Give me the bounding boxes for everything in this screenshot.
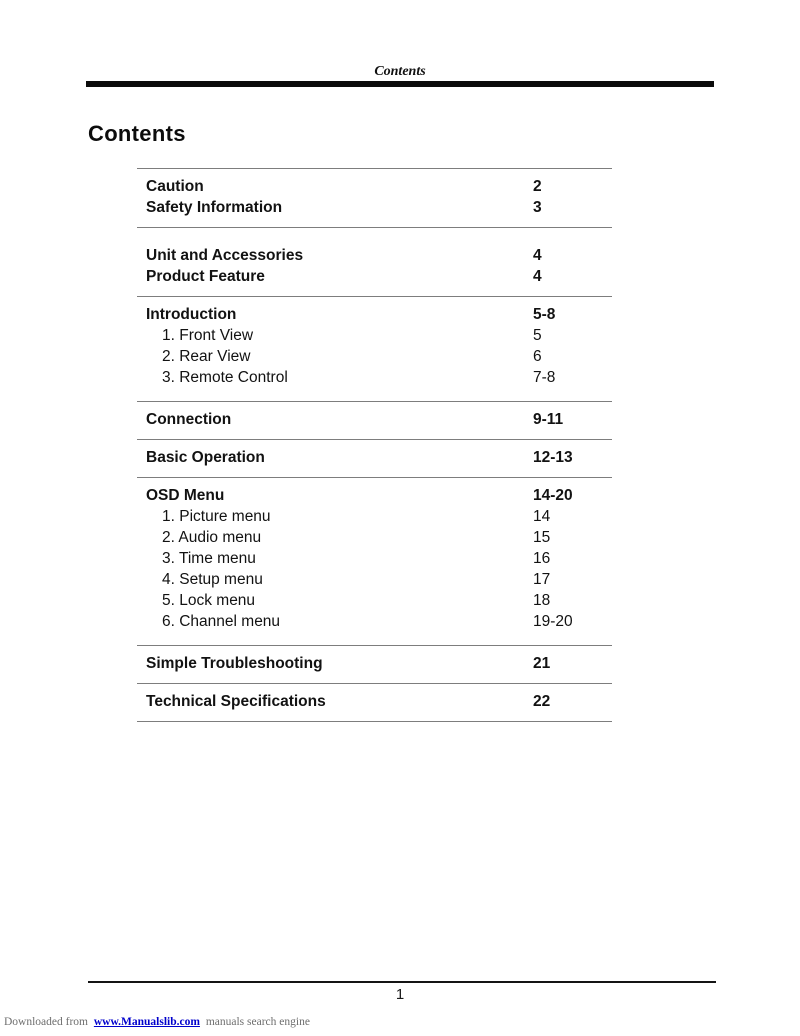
toc-row-label: 2. Audio menu (162, 529, 262, 546)
toc-row (137, 447, 612, 468)
toc-row-page: 18 (533, 592, 551, 609)
toc-row-page: 21 (533, 655, 551, 672)
toc-row-label: Basic Operation (146, 449, 265, 466)
toc-divider (137, 721, 612, 722)
toc-row (137, 590, 612, 611)
toc-row-page: 3 (533, 199, 542, 216)
toc-row-page: 9-11 (533, 411, 564, 428)
toc-row-label: OSD Menu (146, 487, 225, 504)
toc-row-label: Product Feature (146, 268, 265, 285)
toc-row-page: 4 (533, 268, 542, 285)
toc-group (137, 169, 612, 227)
toc-row-label: 4. Setup menu (162, 571, 263, 588)
toc-row (137, 266, 612, 287)
toc-row-page: 22 (533, 693, 551, 710)
toc-row (137, 611, 612, 632)
toc-row-label: 1. Front View (162, 327, 254, 344)
footer-rule (88, 981, 716, 983)
toc-group (137, 402, 612, 439)
toc-row-label: Simple Troubleshooting (146, 655, 323, 672)
toc-row (137, 346, 612, 367)
toc-row-page: 14-20 (533, 487, 573, 504)
toc-row (137, 485, 612, 506)
toc-row-page: 16 (533, 550, 551, 567)
toc-row (137, 176, 612, 197)
toc (137, 168, 612, 722)
watermark-prefix: Downloaded from (4, 1016, 88, 1028)
toc-row-page: 5 (533, 327, 542, 344)
toc-row-label: Technical Specifications (146, 693, 326, 710)
running-header-title: Contents (374, 64, 426, 79)
toc-row-page: 17 (533, 571, 551, 588)
toc-row-label: Caution (146, 178, 204, 195)
toc-row (137, 548, 612, 569)
toc-row-label: 2. Rear View (162, 348, 251, 365)
toc-row (137, 569, 612, 590)
toc-row-page: 6 (533, 348, 542, 365)
toc-row (137, 691, 612, 712)
toc-row (137, 304, 612, 325)
toc-row-page: 14 (533, 508, 551, 525)
toc-row-label: Connection (146, 411, 232, 428)
toc-row (137, 325, 612, 346)
page-title: Contents (88, 120, 186, 146)
toc-row (137, 506, 612, 527)
toc-row-label: 3. Remote Control (162, 369, 288, 386)
toc-row-page: 15 (533, 529, 551, 546)
toc-row-label: 1. Picture menu (162, 508, 271, 525)
toc-row (137, 653, 612, 674)
toc-row-label: 3. Time menu (162, 550, 256, 567)
toc-row-page: 19-20 (533, 613, 573, 630)
watermark-suffix: manuals search engine (205, 1016, 310, 1028)
toc-group (137, 646, 612, 683)
toc-group (137, 684, 612, 721)
watermark (4, 1016, 310, 1028)
toc-row-label: 6. Channel menu (162, 613, 281, 630)
toc-row (137, 367, 612, 388)
toc-row-label: Safety Information (146, 199, 283, 216)
toc-row-label: 5. Lock menu (162, 592, 256, 609)
toc-group (137, 297, 612, 401)
toc-row-page: 12-13 (533, 449, 573, 466)
toc-row (137, 245, 612, 266)
toc-group (137, 440, 612, 477)
toc-row (137, 409, 612, 430)
header-rule (86, 81, 714, 87)
toc-row-page: 5-8 (533, 306, 556, 323)
toc-group (137, 228, 612, 296)
toc-row (137, 197, 612, 218)
toc-group (137, 478, 612, 645)
toc-row-label: Unit and Accessories (146, 247, 304, 264)
toc-row-page: 7-8 (533, 369, 556, 386)
toc-row-page: 2 (533, 178, 542, 195)
toc-row (137, 527, 612, 548)
footer-page-number: 1 (395, 986, 405, 1003)
toc-row-label: Introduction (146, 306, 237, 323)
manualslib-link[interactable]: www.Manualslib.com (93, 1016, 200, 1028)
toc-row-page: 4 (533, 247, 542, 264)
